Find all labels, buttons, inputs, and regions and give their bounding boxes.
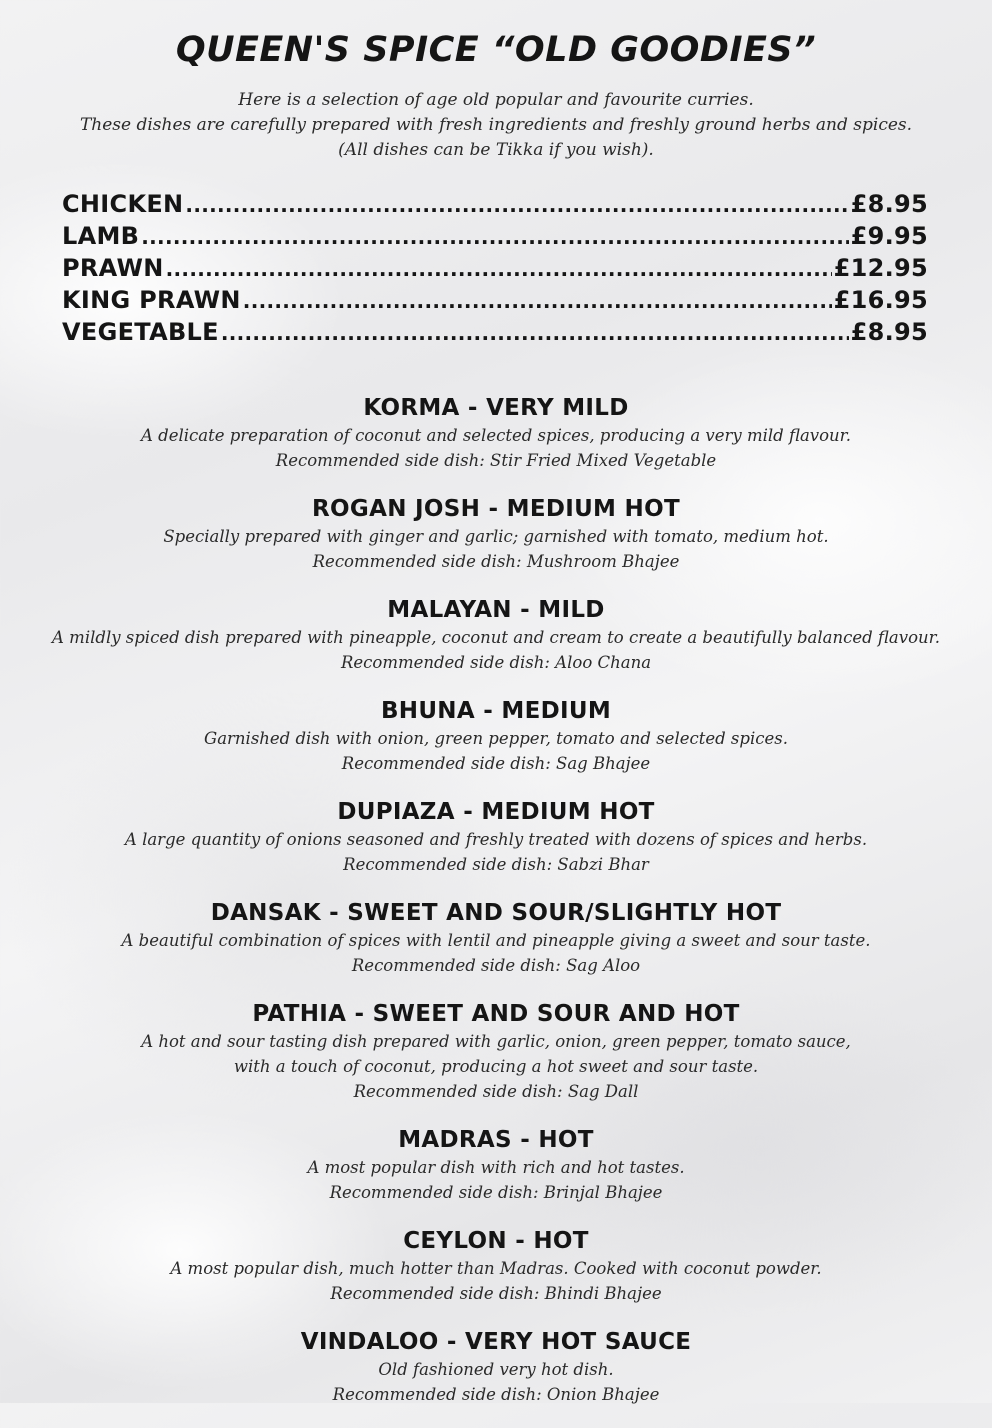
dish-description: A hot and sour tasting dish prepared with garlic, onion, green pepper, tomato sauce, — [141, 1032, 851, 1051]
price-item-name: PRAWN — [62, 254, 164, 282]
price-value: £8.95 — [850, 318, 928, 346]
price-item-name: LAMB — [62, 222, 140, 250]
dish-side-dish: Recommended side dish: Mushroom Bhajee — [312, 552, 680, 571]
dish-korma — [0, 393, 992, 473]
dish-description: Garnished dish with onion, green pepper, tomato and selected spices. — [204, 729, 788, 748]
dish-dupiaza — [0, 797, 992, 877]
dish-side-dish: Recommended side dish: Sag Bhajee — [341, 754, 651, 773]
dish-side-dish: Recommended side dish: Bhindi Bhajee — [330, 1284, 662, 1303]
dish-madras — [0, 1125, 992, 1205]
price-item-name: VEGETABLE — [62, 318, 219, 346]
dish-bhuna — [0, 696, 992, 776]
price-row-king-prawn — [62, 286, 928, 318]
price-row-prawn — [62, 254, 928, 286]
dish-dansak — [0, 898, 992, 978]
dish-side-dish: Recommended side dish: Sag Aloo — [351, 956, 641, 975]
dish-title: MADRAS - HOT — [398, 1127, 594, 1153]
dish-description: A delicate preparation of coconut and selected spices, producing a very mild flavour. — [140, 426, 852, 445]
price-value: £12.95 — [833, 254, 928, 282]
page-title: QUEEN'S SPICE “OLD GOODIES” — [175, 30, 817, 70]
dish-title: CEYLON - HOT — [403, 1228, 589, 1254]
dish-title: BHUNA - MEDIUM — [380, 698, 612, 724]
dish-description: Specially prepared with ginger and garlic; garnished with tomato, medium hot. — [163, 527, 829, 546]
price-row-vegetable — [62, 318, 928, 350]
dish-description: Old fashioned very hot dish. — [378, 1360, 614, 1379]
dish-title: PATHIA - SWEET AND SOUR AND HOT — [252, 1001, 740, 1027]
dish-description: A mildly spiced dish prepared with pineapple, coconut and cream to create a beautifully balanced flavour. — [52, 628, 940, 647]
dish-title: DANSAK - SWEET AND SOUR/SLIGHTLY HOT — [210, 900, 782, 926]
dish-side-dish: Recommended side dish: Aloo Chana — [340, 653, 652, 672]
dish-vindaloo — [0, 1327, 992, 1407]
dish-side-dish: Recommended side dish: Sabzi Bhar — [343, 855, 649, 874]
intro-line: (All dishes can be Tikka if you wish). — [338, 140, 654, 160]
price-value: £8.95 — [850, 190, 928, 218]
dish-title: DUPIAZA - MEDIUM HOT — [337, 799, 655, 825]
dot-leader — [166, 257, 832, 281]
dish-description: A most popular dish with rich and hot tastes. — [307, 1158, 685, 1177]
dish-side-dish: Recommended side dish: Stir Fried Mixed Vegetable — [275, 451, 717, 470]
dish-ceylon — [0, 1226, 992, 1306]
price-row-chicken — [62, 190, 928, 222]
dish-title: VINDALOO - VERY HOT SAUCE — [300, 1329, 692, 1355]
dish-title: KORMA - VERY MILD — [363, 395, 629, 421]
price-item-name: KING PRAWN — [62, 286, 241, 314]
dish-description: with a touch of coconut, producing a hot sweet and sour taste. — [233, 1057, 759, 1076]
price-list — [62, 190, 928, 350]
dot-leader — [221, 321, 849, 345]
dish-malayan — [0, 595, 992, 675]
price-item-name: CHICKEN — [62, 190, 184, 218]
dish-description: A beautiful combination of spices with lentil and pineapple giving a sweet and sour taste. — [121, 931, 871, 950]
intro-text — [0, 88, 992, 163]
price-value: £9.95 — [850, 222, 928, 250]
dish-title: MALAYAN - MILD — [387, 597, 605, 623]
dish-pathia — [0, 999, 992, 1104]
dish-side-dish: Recommended side dish: Brinjal Bhajee — [329, 1183, 663, 1202]
price-row-lamb — [62, 222, 928, 254]
dish-description: A most popular dish, much hotter than Madras. Cooked with coconut powder. — [170, 1259, 822, 1278]
dish-side-dish: Recommended side dish: Onion Bhajee — [332, 1385, 660, 1404]
dish-list — [0, 393, 992, 1428]
price-value: £16.95 — [833, 286, 928, 314]
dot-leader — [185, 193, 848, 217]
dish-side-dish: Recommended side dish: Sag Dall — [353, 1082, 639, 1101]
dish-title: ROGAN JOSH - MEDIUM HOT — [312, 496, 680, 522]
dish-rogan-josh — [0, 494, 992, 574]
dish-description: A large quantity of onions seasoned and freshly treated with dozens of spices and herbs. — [124, 830, 868, 849]
dot-leader — [243, 289, 832, 313]
intro-line: These dishes are carefully prepared with fresh ingredients and freshly ground herbs and spices. — [79, 115, 913, 135]
intro-line: Here is a selection of age old popular and favourite curries. — [238, 90, 754, 110]
dot-leader — [141, 225, 848, 249]
